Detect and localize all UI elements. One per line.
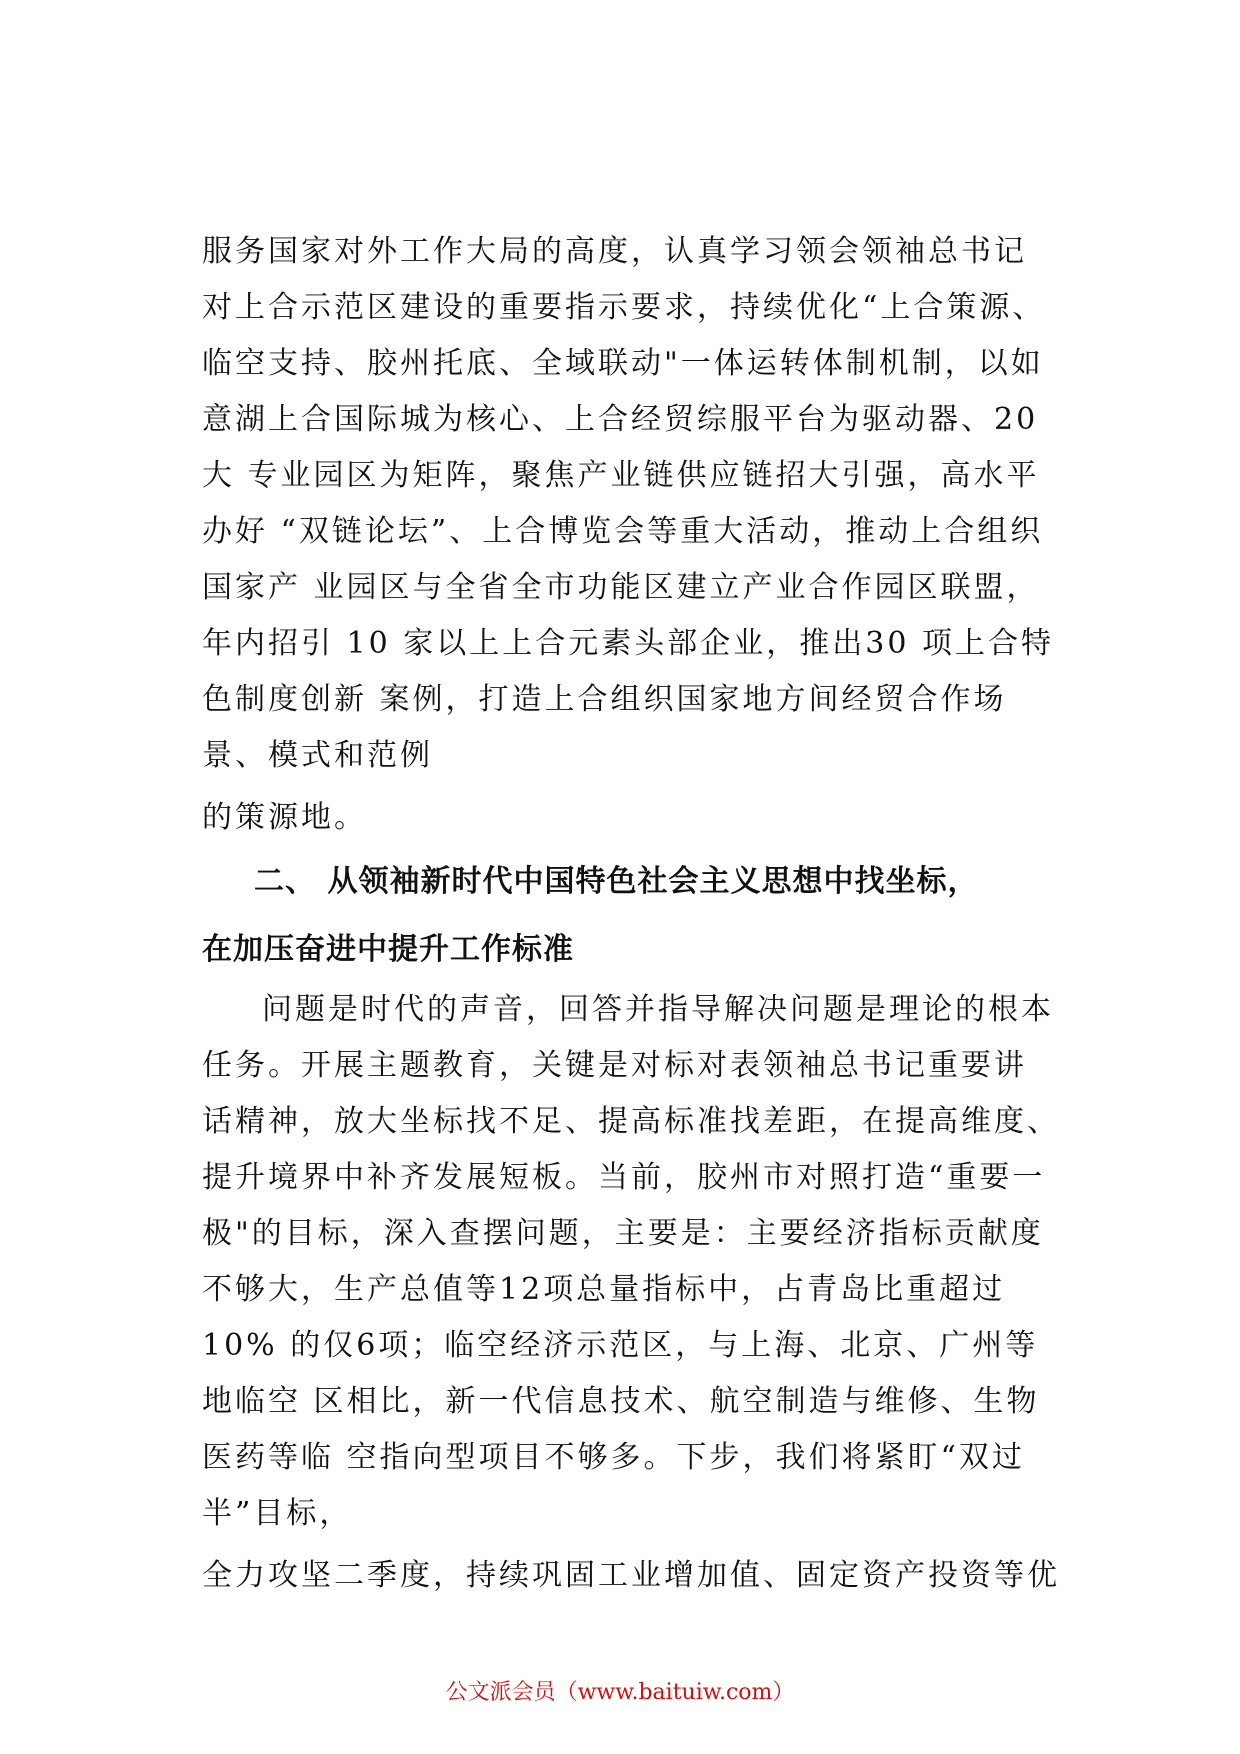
- section-heading-line-1: 二、 从领袖新时代中国特色社会主义思想中找坐标，: [254, 864, 979, 899]
- paragraph-2-line-2: 任务。开展主题教育，关键是对标对表领袖总书记重要讲: [202, 1048, 1027, 1083]
- paragraph-1-line-2: 对上合示范区建设的重要指示要求，持续优化“上合策源、: [202, 290, 1046, 325]
- paragraph-1-line-7: 国家产 业园区与全省全市功能区建立产业合作园区联盟，: [202, 570, 1040, 605]
- paragraph-2-line-5: 极"的目标，深入查摆问题，主要是：主要经济指标贡献度: [202, 1216, 1044, 1251]
- paragraph-1-line-4: 意湖上合国际城为核心、上合经贸综服平台为驱动器、20: [202, 402, 1039, 437]
- paragraph-2-line-8: 地临空 区相比，新一代信息技术、航空制造与维修、生物: [202, 1384, 1040, 1419]
- paragraph-2-line-11: 全力攻坚二季度，持续巩固工业增加值、固定资产投资等优: [202, 1558, 1060, 1593]
- paragraph-1-line-5: 大 专业园区为矩阵，聚焦产业链供应链招大引强，高水平: [202, 458, 1040, 493]
- footer-watermark: 公文派会员（www.baituiw.com）: [445, 1680, 795, 1705]
- paragraph-2-line-6: 不够大，生产总值等12项总量指标中，占青岛比重超过: [202, 1272, 1006, 1307]
- paragraph-2-line-1: 问题是时代的声音，回答并指导解决问题是理论的根本: [262, 992, 1054, 1027]
- paragraph-2-line-9: 医药等临 空指向型项目不够多。下步，我们将紧盯“双过: [202, 1440, 1025, 1475]
- paragraph-2-line-7: 10% 的仅6项；临空经济示范区，与上海、北京、广州等: [202, 1328, 1039, 1363]
- paragraph-2-line-4: 提升境界中补齐发展短板。当前，胶州市对照打造“重要一: [202, 1160, 1046, 1195]
- paragraph-2-line-3: 话精神，放大坐标找不足、提高标准找差距，在提高维度、: [202, 1104, 1060, 1139]
- section-heading-line-2: 在加压奋进中提升工作标准: [202, 932, 574, 967]
- paragraph-2-line-10: 半”目标，: [202, 1496, 353, 1531]
- paragraph-1-line-6: 办好 “双链论坛”、上合博览会等重大活动，推动上合组织: [202, 514, 1044, 549]
- paragraph-1-line-11: 的策源地。: [202, 800, 367, 835]
- paragraph-1-line-1: 服务国家对外工作大局的高度，认真学习领会领袖总书记: [202, 234, 1027, 269]
- paragraph-1-line-10: 景、模式和范例: [202, 738, 433, 773]
- paragraph-1-line-3: 临空支持、胶州托底、全域联动"一体运转体制机制，以如: [202, 346, 1044, 381]
- paragraph-1-line-8: 年内招引 10 家以上上合元素头部企业，推出30 项上合特: [202, 626, 1054, 661]
- paragraph-1-line-9: 色制度创新 案例，打造上合组织国家地方间经贸合作场: [202, 682, 1007, 717]
